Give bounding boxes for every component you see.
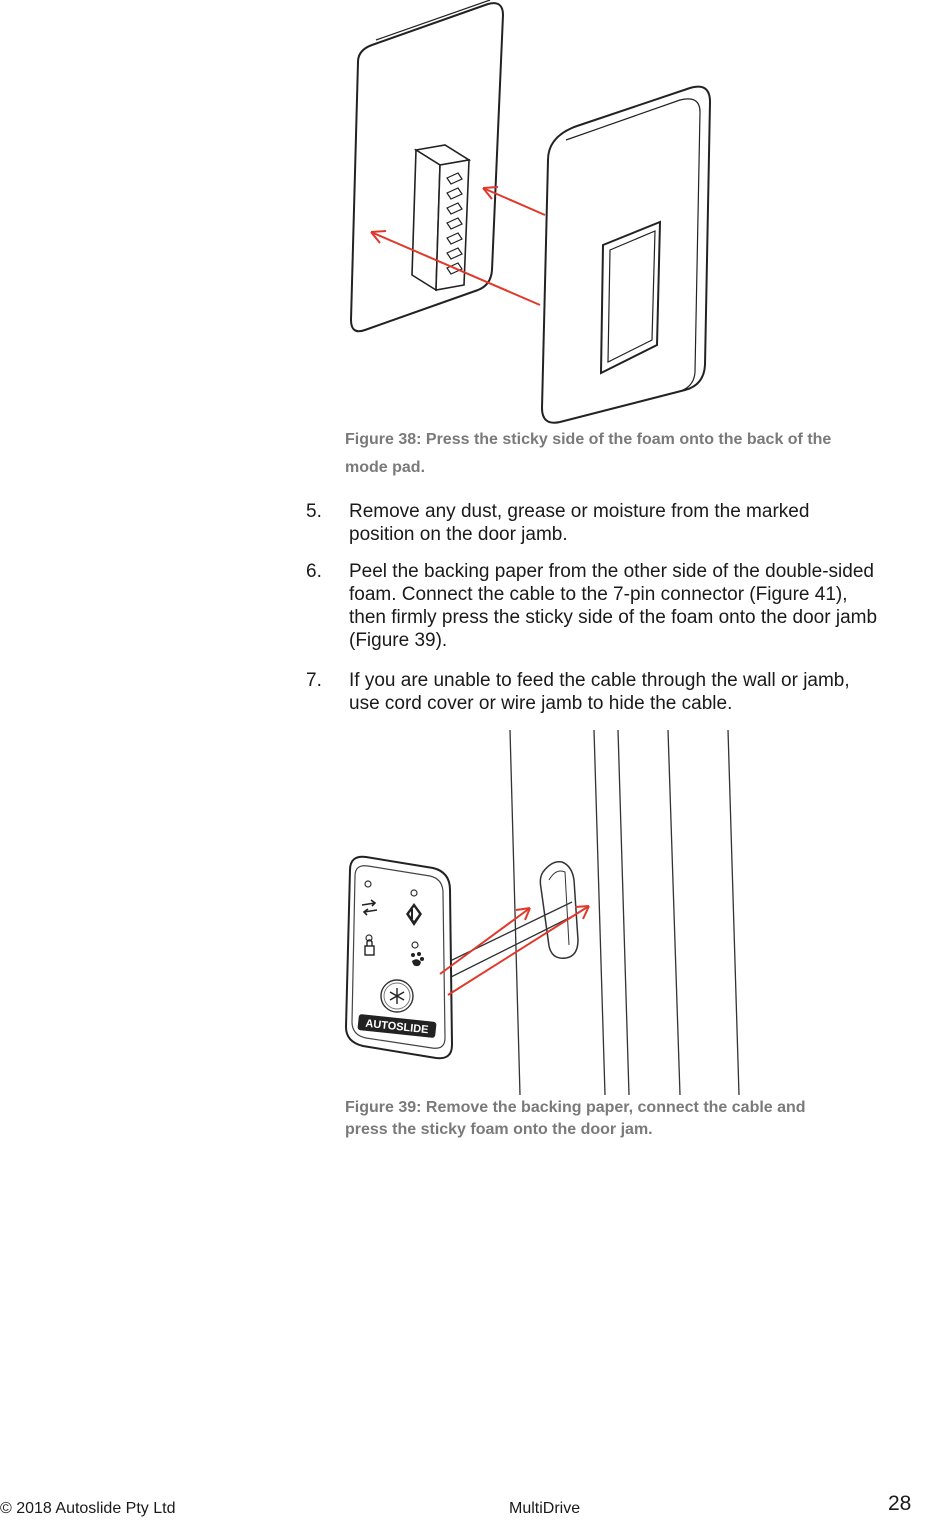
- step-text: [349, 669, 926, 715]
- mode-button: [381, 980, 413, 1012]
- step-line: foam. Connect the cable to the 7-pin connector (Figure 41),: [349, 584, 848, 605]
- step-line: If you are unable to feed the cable through the wall or jamb,: [349, 670, 850, 691]
- figure-38-illustration: [340, 0, 730, 425]
- step-text: [349, 500, 926, 546]
- figure-39-caption: [345, 1097, 806, 1141]
- step-7: [306, 669, 926, 715]
- figure-39-illustration: [340, 725, 750, 1100]
- foam-pad: [542, 87, 710, 423]
- mode-pad: [346, 857, 452, 1058]
- logo-text: AUTOSLIDE: [364, 1017, 430, 1037]
- figure-38-caption: [345, 426, 831, 482]
- footer-product: MultiDrive: [509, 1500, 581, 1517]
- figure-39-caption-line-1: Figure 39: Remove the backing paper, connect the cable and: [345, 1099, 806, 1116]
- step-number: 7.: [306, 670, 322, 691]
- step-line: (Figure 39).: [349, 630, 448, 651]
- step-line: Peel the backing paper from the other side of the double-sided: [349, 561, 874, 582]
- step-line: position on the door jamb.: [349, 524, 568, 545]
- step-line: Remove any dust, grease or moisture from the marked: [349, 501, 810, 522]
- step-number: 5.: [306, 501, 322, 522]
- footer-page-number: 28: [888, 1492, 912, 1515]
- figure-39-caption-line-2: press the sticky foam onto the door jam.: [345, 1121, 653, 1138]
- step-text: [349, 560, 926, 652]
- cable-hole: [540, 862, 578, 959]
- footer-copyright: © 2018 Autoslide Pty Ltd: [0, 1500, 176, 1517]
- step-line: use cord cover or wire jamb to hide the cable.: [349, 693, 733, 714]
- figure-38-caption-line-1: Figure 38: Press the sticky side of the foam onto the back of the: [345, 431, 832, 448]
- step-6: [306, 560, 926, 652]
- figure-38-caption-line-2: mode pad.: [345, 459, 426, 476]
- step-number: 6.: [306, 561, 322, 582]
- seven-pin-connector: [412, 145, 469, 290]
- step-5: [306, 500, 926, 546]
- step-line: then firmly press the sticky side of the foam onto the door jamb: [349, 607, 878, 628]
